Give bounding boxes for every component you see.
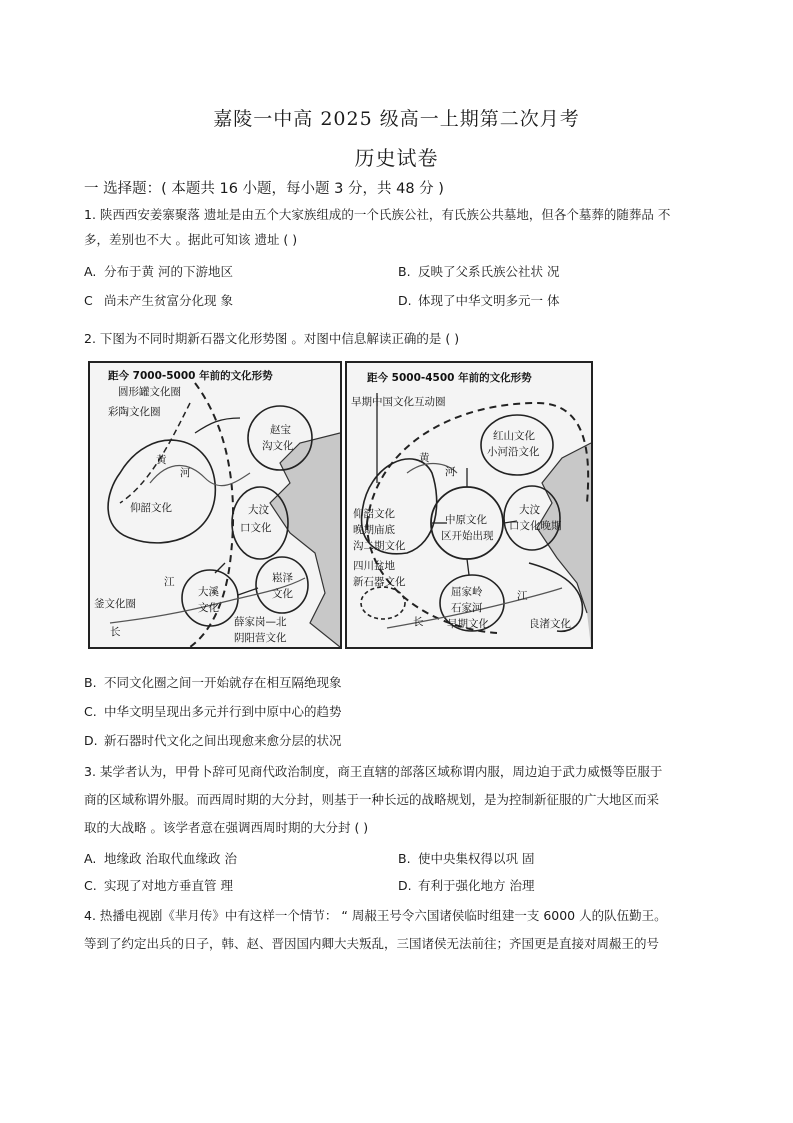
map-label: 大汶: [519, 504, 540, 516]
map-label: 口文化晚期: [509, 520, 562, 532]
question-number: 4.: [84, 908, 96, 923]
map-label: 口文化: [240, 522, 272, 534]
map-label: 河: [445, 466, 456, 478]
option-a[interactable]: A. 分布于黄 河的下游地区: [84, 264, 233, 279]
map-label: 良渚文化: [529, 618, 571, 630]
map-label: 早期文化: [447, 618, 489, 630]
question-text: 取的大战略 。该学者意在强调西周时期的大分封 ( ): [84, 820, 369, 835]
question-text: 某学者认为，甲骨卜辞可见商代政治制度，商王直辖的部落区域称谓内服，周边迫于武力威慑等臣服于: [99, 764, 663, 779]
option-b[interactable]: B. 使中央集权得以巩 固: [398, 851, 535, 866]
map-label: 赵宝: [270, 424, 291, 436]
map-label: 沟文化: [262, 440, 294, 452]
question-text: 多，差别也不大 。据此可知该 遗址 ( ): [84, 232, 298, 247]
map-label: 黄: [156, 454, 167, 466]
option-c[interactable]: C. 实现了对地方垂直管 理: [84, 878, 233, 893]
map-title: 距今 7000-5000 年前的文化形势: [108, 370, 273, 382]
map-label: 石家河: [451, 602, 483, 614]
map-label: 江: [517, 590, 528, 602]
question-text: 等到了约定出兵的日子，韩、赵、晋因国内卿大夫叛乱，三国诸侯无法前往；齐国更是直接对周赧王的号: [84, 936, 660, 951]
map-label: 河: [180, 467, 191, 479]
map-label: 长: [413, 616, 424, 628]
map-label: 文化: [272, 588, 293, 600]
option-d[interactable]: D. 新石器时代文化之间出现愈来愈分层的状况: [84, 733, 342, 748]
exam-subtitle: 历史试卷: [354, 146, 439, 170]
map-label: 江: [164, 576, 175, 588]
question-3: [84, 758, 720, 842]
map-label: 黄: [419, 452, 430, 464]
exam-title: 嘉陵一中高 2025 级高一上期第二次月考: [213, 108, 580, 130]
map-label: 小河沿文化: [487, 446, 540, 458]
question-number: 1.: [84, 207, 96, 222]
map-label: 圆形罐文化圈: [118, 386, 181, 398]
question-1: [84, 202, 720, 252]
map-label: 阴阳营文化: [234, 632, 287, 644]
option-c[interactable]: C 尚未产生贫富分化现 象: [84, 293, 233, 308]
map-label: 薛家岗—北: [234, 616, 287, 628]
map-label: 仰韶文化: [130, 502, 172, 514]
map-title: 距今 5000-4500 年前的文化形势: [367, 372, 532, 384]
map-label: 中原文化: [445, 514, 487, 526]
map-label: 区开始出现: [441, 530, 494, 542]
option-c[interactable]: C. 中华文明呈现出多元并行到中原中心的趋势: [84, 704, 342, 719]
map-label: 釜文化圈: [94, 598, 136, 610]
map-label: 新石器文化: [353, 576, 406, 588]
map-label: 大汶: [248, 504, 269, 516]
map-label: 屈家岭: [451, 586, 483, 598]
question-text: 商的区域称谓外服。而西周时期的大分封，则基于一种长远的战略规划，是为控制新征服的广大地区而采: [84, 792, 660, 807]
map-label: 沟二期文化: [353, 540, 406, 552]
option-d[interactable]: D. 有利于强化地方 治理: [398, 878, 535, 893]
map-label: 仰韶文化: [353, 508, 395, 520]
map-label: 早期中国文化互动圈: [351, 396, 446, 408]
map-label: 崧泽: [272, 572, 293, 584]
question-2: [84, 326, 720, 351]
map-label: 文化: [198, 602, 219, 614]
option-d[interactable]: D. 体现了中华文明多元一 体: [398, 293, 560, 308]
map-5000-4500: [345, 361, 593, 649]
section-heading: 一 选择题：( 本题共 16 小题，每小题 3 分，共 48 分 ): [84, 181, 444, 197]
map-7000-5000: [88, 361, 342, 649]
map-graphic: [90, 363, 340, 647]
map-label: 彩陶文化圈: [108, 406, 161, 418]
option-b[interactable]: B. 不同文化圈之间一开始就存在相互隔绝现象: [84, 675, 342, 690]
question-number: 2.: [84, 331, 96, 346]
map-label: 大溪: [198, 586, 219, 598]
question-text: 热播电视剧《芈月传》中有这样一个情节： “ 周赧王号令六国诸侯临时组建一支 6000 人的队伍勤王。: [99, 908, 667, 923]
map-label: 四川盆地: [353, 560, 395, 572]
option-b[interactable]: B. 反映了父系氏族公社状 况: [398, 264, 560, 279]
map-label: 长: [110, 626, 121, 638]
question-text: 陕西西安姜寨聚落 遗址是由五个大家族组成的一个氏族公社，有氏族公共墓地，但各个墓葬的随葬品 不: [99, 207, 671, 222]
option-a[interactable]: A. 地缘政 治取代血缘政 治: [84, 851, 237, 866]
question-text: 下图为不同时期新石器文化形势图 。对图中信息解读正确的是 ( ): [99, 331, 460, 346]
map-label: 红山文化: [493, 430, 535, 442]
question-4: [84, 902, 720, 958]
map-label: 晚期庙底: [353, 524, 395, 536]
question-number: 3.: [84, 764, 96, 779]
map-graphic: [347, 363, 591, 647]
